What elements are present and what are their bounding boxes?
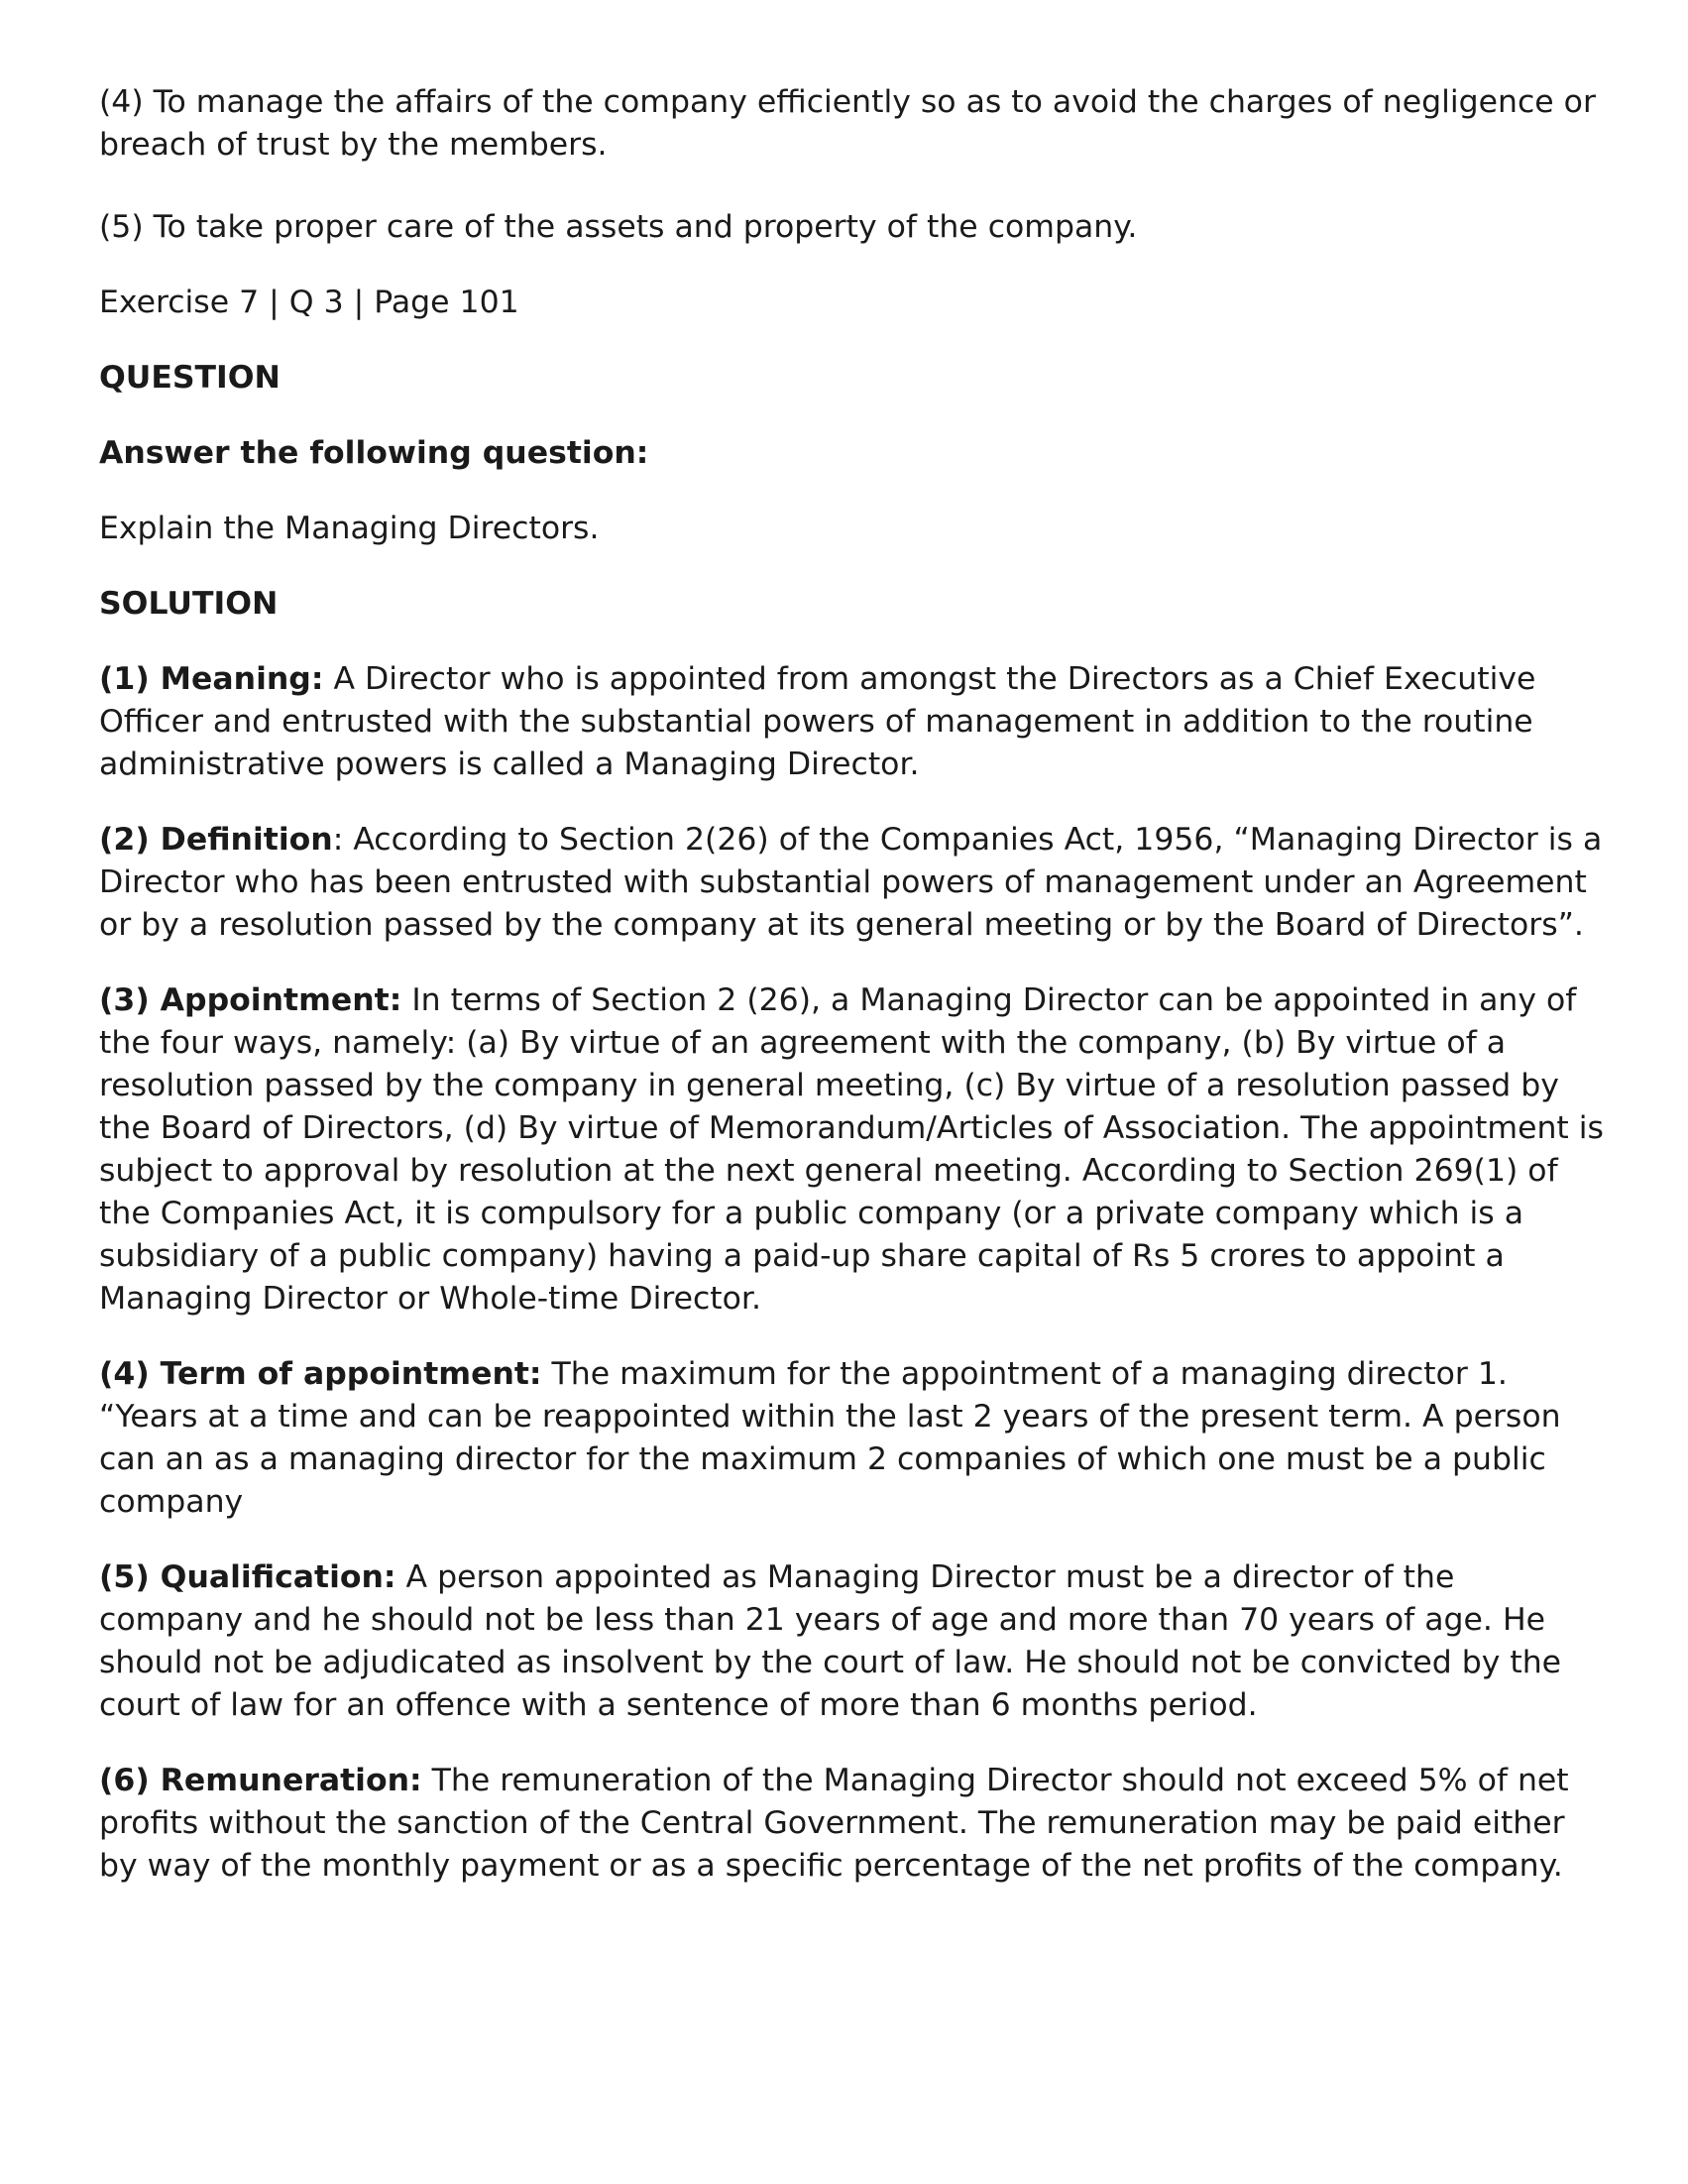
solution-point-appointment — [99, 979, 1606, 1321]
question-heading: QUESTION — [99, 360, 281, 396]
solution-point-label: (2) Definition — [99, 822, 333, 858]
question-text: Explain the Managing Directors. — [99, 511, 600, 546]
solution-point-text: The remuneration of the Managing Director should not exceed 5% of net profits without the sanction of the Central Government. The remuneration may be paid either by way of the monthly payment or as a specific percentage of the net profits of the company. — [99, 1763, 1569, 1884]
exercise-reference: Exercise 7 | Q 3 | Page 101 — [99, 285, 519, 320]
solution-point-label: (6) Remuneration: — [99, 1763, 422, 1798]
solution-point-label: (4) Term of appointment: — [99, 1356, 542, 1392]
solution-point-meaning — [99, 658, 1606, 786]
solution-point-text: A person appointed as Managing Director must be a director of the company and he should not be less than 21 years of age and more than 70 years of age. He should not be adjudicated as insolvent by the court of law. He should not be convicted by the court of law for an offence with a sentence of more than 6 months period. — [99, 1559, 1562, 1723]
solution-point-definition — [99, 819, 1606, 947]
question-instruction: Answer the following question: — [99, 435, 649, 471]
solution-point-text: : According to Section 2(26) of the Companies Act, 1956, “Managing Director is a Director who has been entrusted with substantial powers of management under an Agreement or by a resolution passed by the company at its general meeting or by the Board of Directors”. — [99, 822, 1603, 943]
solution-point-text: A Director who is appointed from amongst the Directors as a Chief Executive Officer and entrusted with the substantial powers of management in addition to the routine administrative powers is called a Managing Director. — [99, 661, 1536, 782]
solution-point-label: (5) Qualification: — [99, 1559, 396, 1595]
solution-heading: SOLUTION — [99, 586, 279, 622]
solution-point-remuneration — [99, 1760, 1606, 1888]
solution-point-text: In terms of Section 2 (26), a Managing Director can be appointed in any of the four ways, namely: (a) By virtue of an agreement with the company, (b) By virtue of a resolution passed by the company in general meeting, (c) By virtue of a resolution passed by the Board of Directors, (d) By virtue of Memorandum/Articles of Association. The appointment is subject to approval by resolution at the next general meeting. According to Section 269(1) of the Companies Act, it is compulsory for a public company (or a private company which is a subsidiary of a public company) having a paid-up share capital of Rs 5 crores to appoint a Managing Director or Whole-time Director. — [99, 982, 1604, 1317]
solution-point-qualification — [99, 1556, 1606, 1727]
solution-point-term — [99, 1353, 1606, 1524]
solution-point-text: The maximum for the appointment of a managing director 1. “Years at a time and can be reappointed within the last 2 years of the present term. A person can an as a managing director for the maximum 2 companies of which one must be a public company — [99, 1356, 1561, 1520]
solution-point-label: (3) Appointment: — [99, 982, 402, 1018]
intro-point-4: (4) To manage the affairs of the company efficiently so as to avoid the charges of negligence or breach of trust by the members. — [99, 84, 1596, 163]
document-page — [99, 81, 1606, 1920]
intro-point-5: (5) To take proper care of the assets and property of the company. — [99, 209, 1138, 245]
solution-point-label: (1) Meaning: — [99, 661, 324, 697]
